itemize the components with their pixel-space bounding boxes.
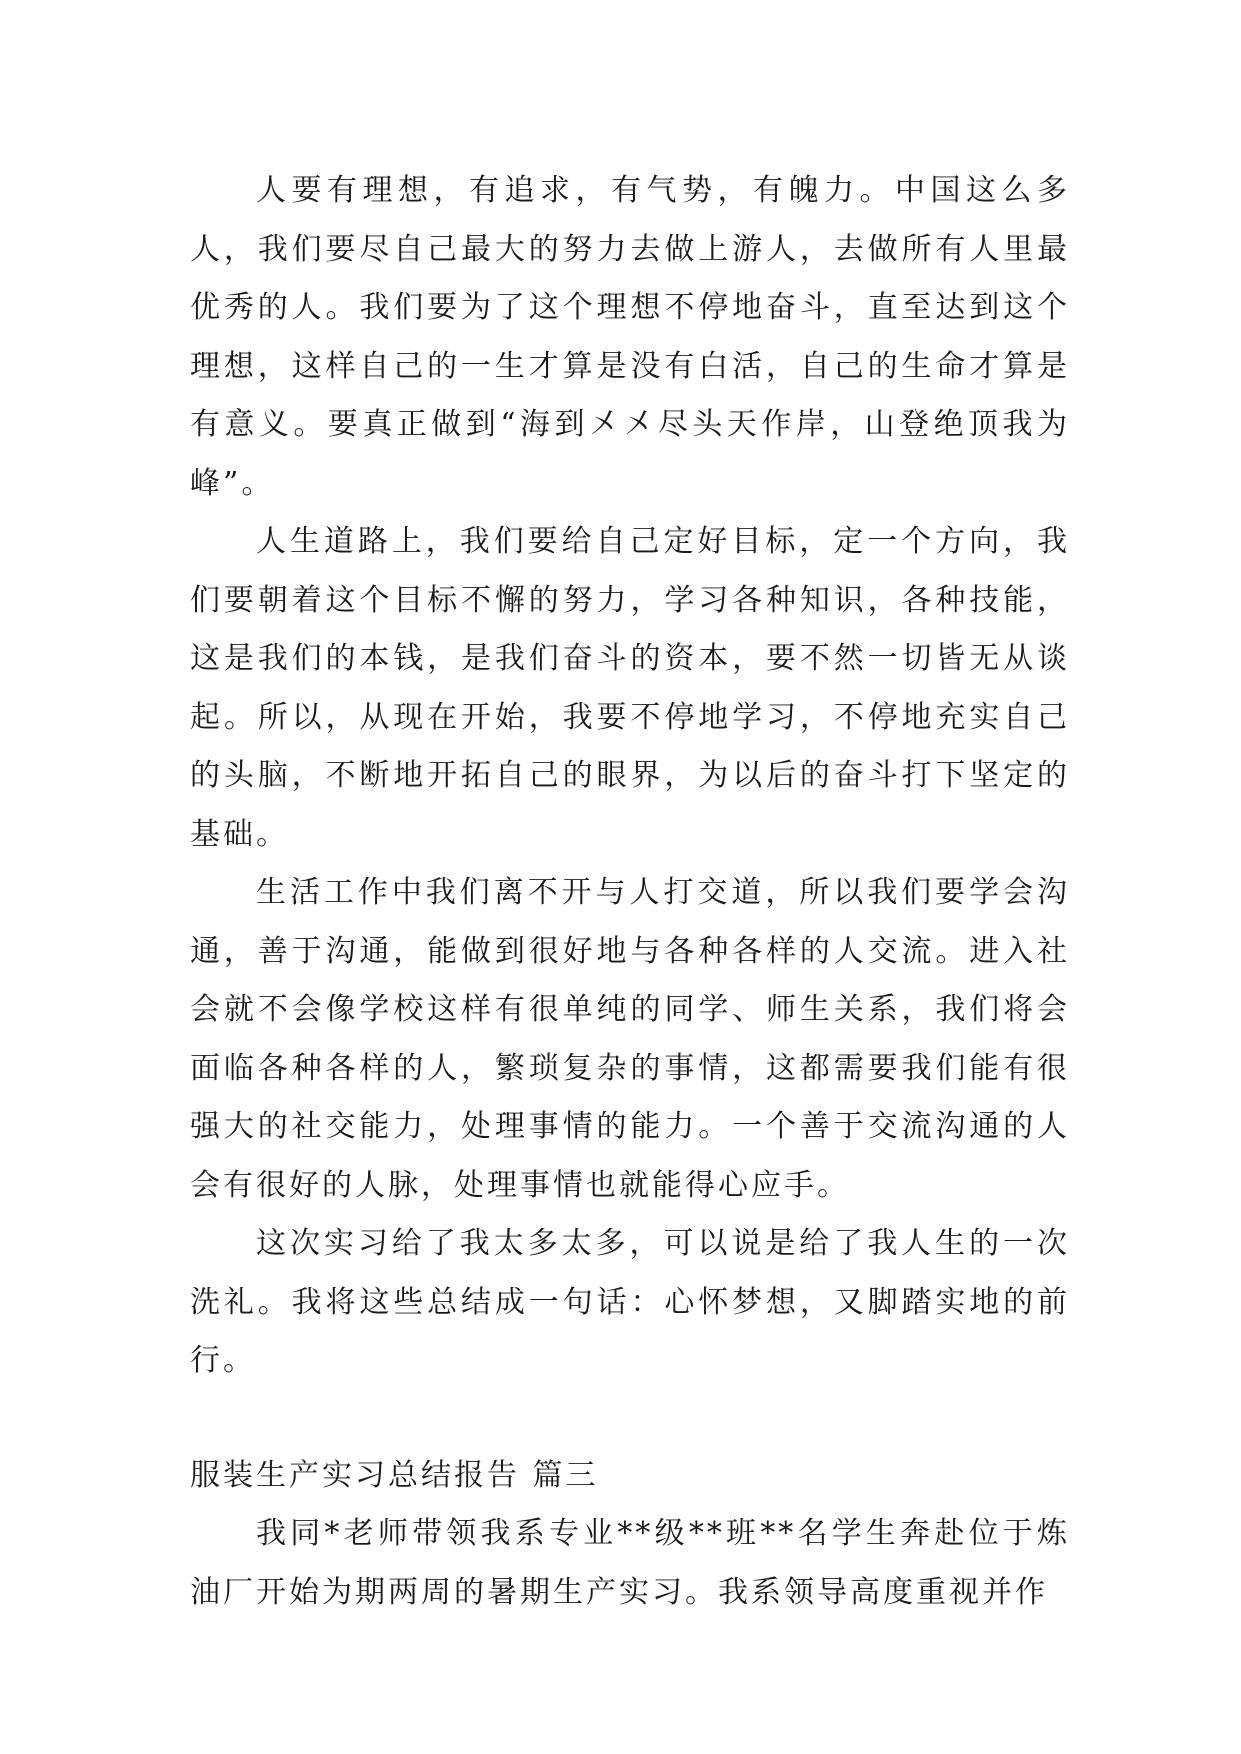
paragraph-internship-summary: 这次实习给了我太多太多，可以说是给了我人生的一次洗礼。我将这些总结成一句话：心怀梦想，又脚踏实地的前行。 (190, 1226, 1070, 1378)
document-body (190, 162, 1070, 1622)
section-heading: 服装生产实习总结报告 篇三 (190, 1457, 599, 1493)
paragraph-ideals: 人要有理想，有追求，有气势，有魄力。中国这么多人，我们要尽自己最大的努力去做上游人，去做所有人里最优秀的人。我们要为了这个理想不停地奋斗，直至达到这个理想，这样自己的一生才算是没有白活，自己的生命才算是有意义。要真正做到“海到㐅㐅尽头天作岸，山登绝顶我为峰”。 (190, 173, 1070, 501)
paragraph-goals: 人生道路上，我们要给自己定好目标，定一个方向，我们要朝着这个目标不懈的努力，学习各种知识，各种技能，这是我们的本钱，是我们奋斗的资本，要不然一切皆无从谈起。所以，从现在开始，我要不停地学习，不停地充实自己的头脑，不断地开拓自己的眼界，为以后的奋斗打下坚定的基础。 (190, 524, 1070, 852)
paragraph-communication: 生活工作中我们离不开与人打交道，所以我们要学会沟通，善于沟通，能做到很好地与各种各样的人交流。进入社会就不会像学校这样有很单纯的同学、师生关系，我们将会面临各种各样的人，繁琐复杂的事情，这都需要我们能有很强大的社交能力，处理事情的能力。一个善于交流沟通的人会有很好的人脉，处理事情也就能得心应手。 (190, 875, 1070, 1203)
paragraph-section-intro: 我同*老师带领我系专业**级**班**名学生奔赴位于炼油厂开始为期两周的暑期生产实习。我系领导高度重视并作 (190, 1516, 1070, 1610)
